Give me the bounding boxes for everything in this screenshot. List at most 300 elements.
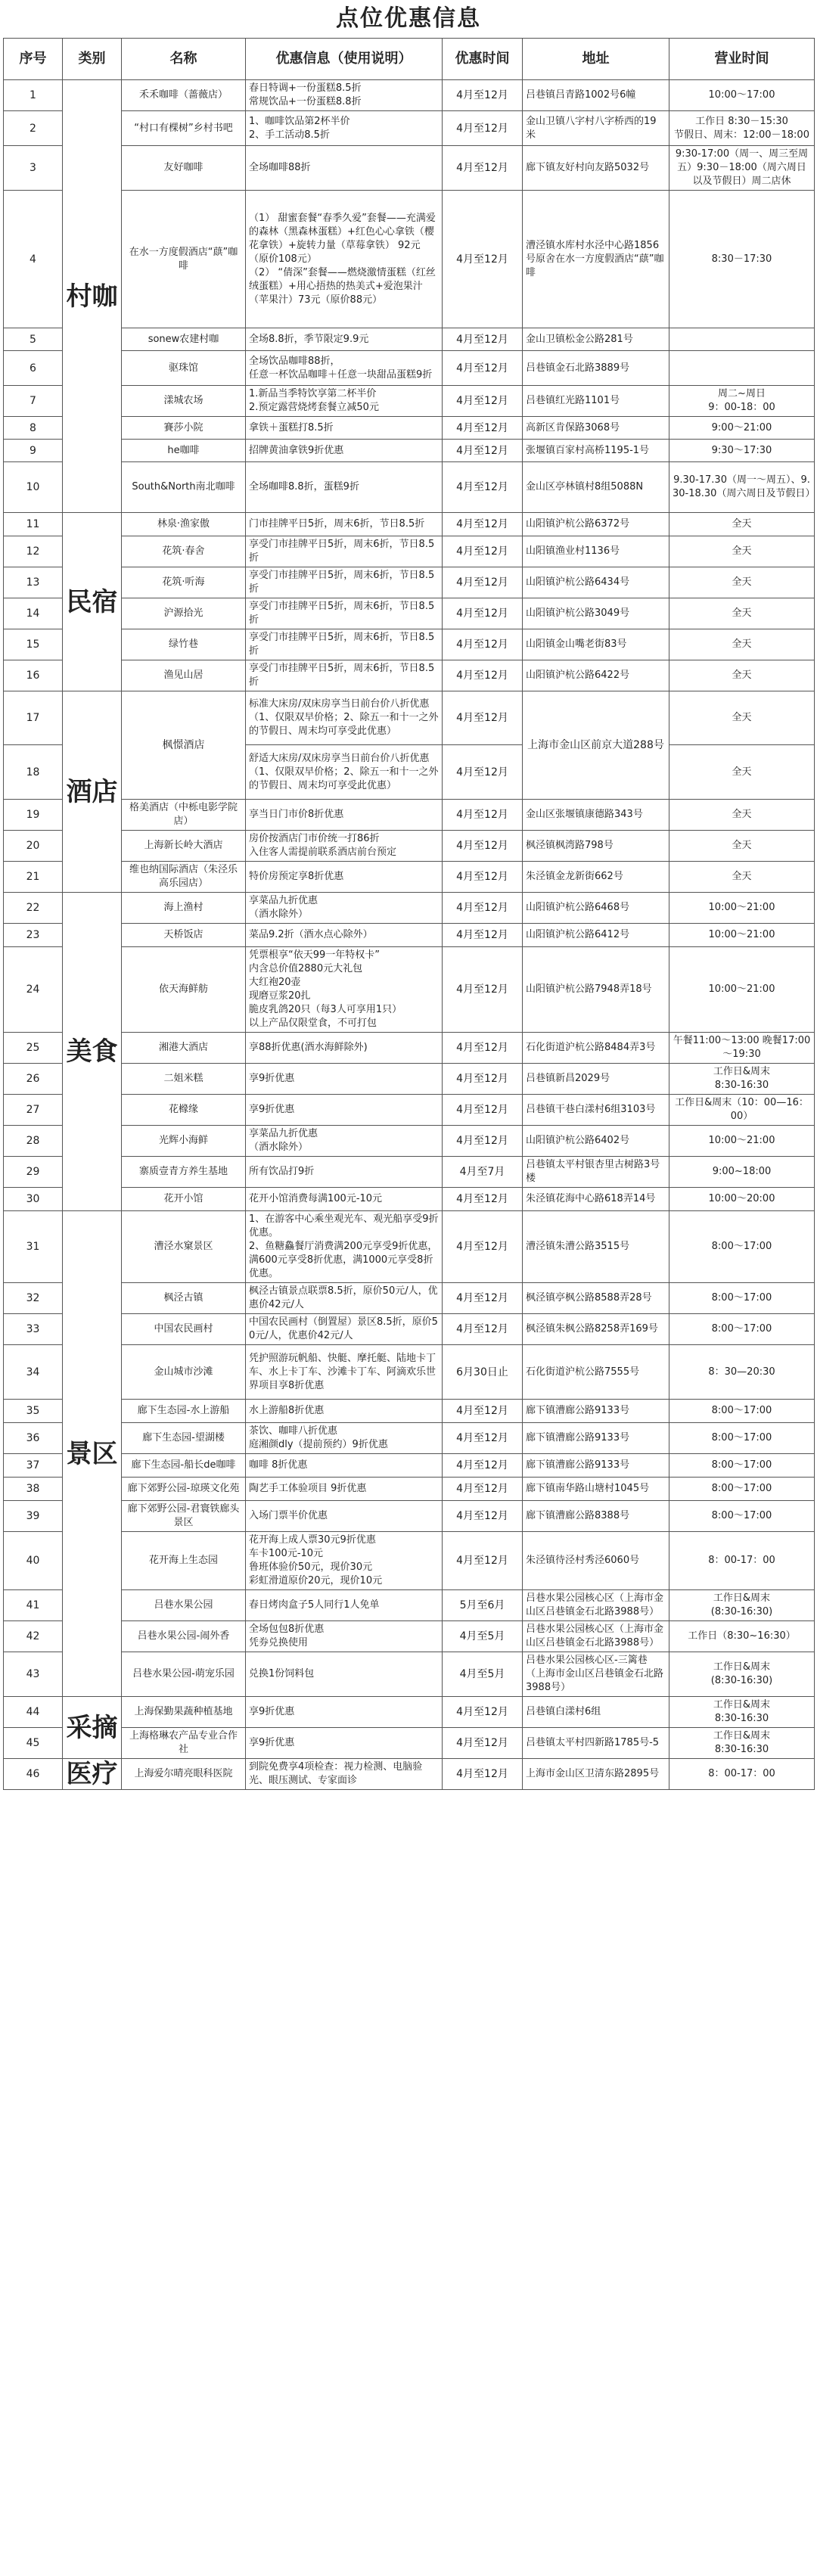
business-hours: 全天 xyxy=(669,629,815,660)
row-number: 24 xyxy=(4,947,63,1033)
venue-name: South&North南北咖啡 xyxy=(122,462,246,513)
table-row xyxy=(4,1345,815,1400)
offer-period: 4月至12月 xyxy=(443,1188,523,1211)
offer-period: 4月至5月 xyxy=(443,1621,523,1652)
offer-period: 4月至12月 xyxy=(443,598,523,629)
address: 金山卫镇八字村八字桥西的19米 xyxy=(523,111,669,146)
offer-info: 享菜品九折优惠 （酒水除外） xyxy=(246,893,443,924)
table-row xyxy=(4,831,815,862)
offer-info: 享受门市挂牌平日5折，周末6折，节日8.5折 xyxy=(246,536,443,567)
address: 朱泾镇金龙新街662号 xyxy=(523,862,669,893)
venue-name: 花筑·听海 xyxy=(122,567,246,598)
offer-period: 4月至12月 xyxy=(443,831,523,862)
business-hours: 10:00～17:00 xyxy=(669,80,815,111)
row-number: 22 xyxy=(4,893,63,924)
offer-period: 4月至12月 xyxy=(443,351,523,386)
row-number: 42 xyxy=(4,1621,63,1652)
table-row xyxy=(4,1621,815,1652)
offer-period: 4月至12月 xyxy=(443,567,523,598)
venue-name: 沪源拾光 xyxy=(122,598,246,629)
offer-period: 4月至12月 xyxy=(443,947,523,1033)
business-hours: 9.30-17.30（周一～周五）、9.30-18.30（周六周日及节假日） xyxy=(669,462,815,513)
business-hours: 8:00～17:00 xyxy=(669,1423,815,1454)
offer-period: 4月至12月 xyxy=(443,1532,523,1590)
offer-period: 4月至12月 xyxy=(443,1314,523,1345)
offer-info: 茶饮、咖啡八折优惠 庭湘颜dly（提前预约）9折优惠 xyxy=(246,1423,443,1454)
address: 吕巷镇干巷白漾村6组3103号 xyxy=(523,1095,669,1126)
category-label: 医疗 xyxy=(63,1759,122,1790)
table-row xyxy=(4,1478,815,1501)
address: 吕巷镇红光路1101号 xyxy=(523,386,669,417)
offer-info: 春日烤肉盒子5人同行1人免单 xyxy=(246,1590,443,1621)
business-hours: 9:00~18:00 xyxy=(669,1157,815,1188)
table-row xyxy=(4,1532,815,1590)
offer-info: 享受门市挂牌平日5折，周末6折，节日8.5折 xyxy=(246,598,443,629)
venue-name: 上海新长岭大酒店 xyxy=(122,831,246,862)
address: 廊下镇漕廊公路9133号 xyxy=(523,1400,669,1423)
table-row xyxy=(4,629,815,660)
row-number: 38 xyxy=(4,1478,63,1501)
venue-name: 廊下生态园-船长de咖啡 xyxy=(122,1454,246,1478)
venue-name: 禾禾咖啡（蔷薇店） xyxy=(122,80,246,111)
business-hours: 工作日（8:30~16:30） xyxy=(669,1621,815,1652)
table-row xyxy=(4,800,815,831)
business-hours: 全天 xyxy=(669,691,815,745)
business-hours: 8：00-17：00 xyxy=(669,1532,815,1590)
venue-name: 吕巷水果公园-闹外香 xyxy=(122,1621,246,1652)
offer-period: 4月至12月 xyxy=(443,1033,523,1064)
venue-name: 维也纳国际酒店（朱泾乐高乐园店） xyxy=(122,862,246,893)
offer-period: 4月至12月 xyxy=(443,386,523,417)
business-hours: 全天 xyxy=(669,862,815,893)
address: 山阳镇沪杭公路6372号 xyxy=(523,513,669,536)
table-body xyxy=(4,80,815,1790)
offer-period: 4月至12月 xyxy=(443,629,523,660)
business-hours: 工作日 8:30－15:30 节假日、周末：12:00－18:00 xyxy=(669,111,815,146)
row-number: 13 xyxy=(4,567,63,598)
row-number: 7 xyxy=(4,386,63,417)
table-row xyxy=(4,1728,815,1759)
business-hours: 8:00～17:00 xyxy=(669,1454,815,1478)
address: 石化街道沪杭公路8484弄3号 xyxy=(523,1033,669,1064)
venue-name: 上海保勤果蔬种植基地 xyxy=(122,1697,246,1728)
offer-period: 4月至12月 xyxy=(443,440,523,462)
col-header-name: 名称 xyxy=(122,39,246,80)
row-number: 14 xyxy=(4,598,63,629)
business-hours: 8:00～17:00 xyxy=(669,1314,815,1345)
offer-info: 兑换1份饲料包 xyxy=(246,1652,443,1697)
address: 枫泾镇朱枫公路8258弄169号 xyxy=(523,1314,669,1345)
offer-period: 4月至12月 xyxy=(443,1759,523,1790)
address: 上海市金山区卫清东路2895号 xyxy=(523,1759,669,1790)
row-number: 18 xyxy=(4,745,63,800)
row-number: 25 xyxy=(4,1033,63,1064)
address: 上海市金山区前京大道288号 xyxy=(523,691,669,800)
address: 漕泾镇朱漕公路3515号 xyxy=(523,1211,669,1283)
table-row xyxy=(4,1211,815,1283)
offer-info: 陶艺手工体验项目 9折优惠 xyxy=(246,1478,443,1501)
row-number: 34 xyxy=(4,1345,63,1400)
table-row xyxy=(4,1188,815,1211)
offer-info: 招牌黄油拿铁9折优惠 xyxy=(246,440,443,462)
business-hours: 工作日&周末（10：00—16：00） xyxy=(669,1095,815,1126)
table-row xyxy=(4,1759,815,1790)
table-row xyxy=(4,1283,815,1314)
offer-info: 水上游船8折优惠 xyxy=(246,1400,443,1423)
address: 山阳镇金山嘴老街83号 xyxy=(523,629,669,660)
row-number: 17 xyxy=(4,691,63,745)
table-row xyxy=(4,862,815,893)
offer-info: 拿铁＋蛋糕打8.5折 xyxy=(246,417,443,440)
offer-period: 4月至12月 xyxy=(443,462,523,513)
business-hours: 8:00～17:00 xyxy=(669,1400,815,1423)
offer-period: 4月至12月 xyxy=(443,800,523,831)
offer-period: 4月至12月 xyxy=(443,691,523,745)
category-label: 村咖 xyxy=(63,80,122,513)
row-number: 21 xyxy=(4,862,63,893)
business-hours: 午餐11:00～13:00 晚餐17:00～19:30 xyxy=(669,1033,815,1064)
offer-info: 享受门市挂牌平日5折，周末6折，节日8.5折 xyxy=(246,567,443,598)
address: 吕巷镇太平村四新路1785号-5 xyxy=(523,1728,669,1759)
table-row xyxy=(4,351,815,386)
table-row xyxy=(4,1064,815,1095)
venue-name: 绿竹巷 xyxy=(122,629,246,660)
offer-period: 4月至12月 xyxy=(443,1478,523,1501)
offer-period: 4月至12月 xyxy=(443,745,523,800)
venue-name: 廊下郊野公园-君寰铁廊头景区 xyxy=(122,1501,246,1532)
offer-period: 4月至12月 xyxy=(443,191,523,328)
offer-info: 1、在游客中心乘坐观光车、观光船享受9折优惠。 2、鱼糖鱻餐厅消费满200元享受9折优惠，满600元享受8折优惠，满1000元享受8折优惠。 xyxy=(246,1211,443,1283)
table-row xyxy=(4,567,815,598)
offer-period: 4月至12月 xyxy=(443,536,523,567)
table-row xyxy=(4,1454,815,1478)
col-header-time: 优惠时间 xyxy=(443,39,523,80)
address: 吕巷镇金石北路3889号 xyxy=(523,351,669,386)
row-number: 26 xyxy=(4,1064,63,1095)
table-row xyxy=(4,1126,815,1157)
offer-info: （1） 甜蜜套餐“春季久爱”套餐——充满爱的森林（黑森林蛋糕）+红色心心拿铁（樱花拿铁）+旋转力量（草莓拿铁） 92元（原价108元） （2） “倩深”套餐——燃烧激情蛋糕（红丝绒蛋糕）+用心捂热的热美式+爱泡果汁（苹果汁）73元（原价88元） xyxy=(246,191,443,328)
row-number: 45 xyxy=(4,1728,63,1759)
address: 石化街道沪杭公路7555号 xyxy=(523,1345,669,1400)
offer-info: 享受门市挂牌平日5折，周末6折，节日8.5折 xyxy=(246,660,443,691)
business-hours: 工作日&周末 (8:30-16:30) xyxy=(669,1590,815,1621)
offer-info: 全场咖啡8.8折，蛋糕9折 xyxy=(246,462,443,513)
venue-name: 渔见山居 xyxy=(122,660,246,691)
business-hours: 8：30—20:30 xyxy=(669,1345,815,1400)
table-row xyxy=(4,111,815,146)
venue-name: 寨质壹青方养生基地 xyxy=(122,1157,246,1188)
offer-info: 花开海上成人票30元9折优惠 车卡100元-10元 鲁班体验价50元，现价30元 彩虹滑道原价20元，现价10元 xyxy=(246,1532,443,1590)
address: 廊下镇漕廊公路9133号 xyxy=(523,1454,669,1478)
offer-info: 所有饮品打9折 xyxy=(246,1157,443,1188)
offer-info: 入场门票半价优惠 xyxy=(246,1501,443,1532)
col-header-offer: 优惠信息（使用说明） xyxy=(246,39,443,80)
offer-info: 标准大床房/双床房享当日前台价八折优惠（1、仅限双早价格；2、除五一和十一之外的节假日、周末均可享受此优惠） xyxy=(246,691,443,745)
business-hours: 工作日&周末 8:30-16:30 xyxy=(669,1697,815,1728)
address: 朱泾镇待泾村秀泾6060号 xyxy=(523,1532,669,1590)
address: 漕泾镇水库村水泾中心路1856号原舍在水一方度假酒店“蕻”咖啡 xyxy=(523,191,669,328)
col-header-no: 序号 xyxy=(4,39,63,80)
row-number: 40 xyxy=(4,1532,63,1590)
row-number: 15 xyxy=(4,629,63,660)
venue-name: 廊下郊野公园-琼瑛文化苑 xyxy=(122,1478,246,1501)
row-number: 12 xyxy=(4,536,63,567)
business-hours: 8:30－17:30 xyxy=(669,191,815,328)
category-label: 采摘 xyxy=(63,1697,122,1759)
row-number: 46 xyxy=(4,1759,63,1790)
table-row xyxy=(4,1501,815,1532)
venue-name: “村口有棵树”乡村书吧 xyxy=(122,111,246,146)
offer-info: 咖啡 8折优惠 xyxy=(246,1454,443,1478)
offer-info: 享88折优惠(酒水海鲜除外) xyxy=(246,1033,443,1064)
row-number: 23 xyxy=(4,924,63,947)
business-hours: 10:00～21:00 xyxy=(669,1126,815,1157)
table-row xyxy=(4,536,815,567)
row-number: 19 xyxy=(4,800,63,831)
table-row xyxy=(4,1095,815,1126)
offer-period: 4月至12月 xyxy=(443,80,523,111)
page-title: 点位优惠信息 xyxy=(336,5,481,32)
address: 枫泾镇亭枫公路8588弄28号 xyxy=(523,1283,669,1314)
address: 张堰镇百家村高桥1195-1号 xyxy=(523,440,669,462)
address: 山阳镇沪杭公路7948弄18号 xyxy=(523,947,669,1033)
address: 山阳镇沪杭公路6434号 xyxy=(523,567,669,598)
business-hours: 全天 xyxy=(669,831,815,862)
col-header-category: 类别 xyxy=(63,39,122,80)
offer-info: 全场咖啡88折 xyxy=(246,146,443,191)
address: 山阳镇渔业村1136号 xyxy=(523,536,669,567)
venue-name: 在水一方度假酒店“蕻”咖啡 xyxy=(122,191,246,328)
table-row xyxy=(4,80,815,111)
offer-period: 4月至12月 xyxy=(443,1064,523,1095)
address: 金山区亭林镇村8组5088N xyxy=(523,462,669,513)
row-number: 20 xyxy=(4,831,63,862)
row-number: 36 xyxy=(4,1423,63,1454)
offer-info: 舒适大床房/双床房享当日前台价八折优惠（1、仅限双早价格；2、除五一和十一之外的节假日、周末均可享受此优惠） xyxy=(246,745,443,800)
business-hours: 周二~周日 9：00-18：00 xyxy=(669,386,815,417)
row-number: 4 xyxy=(4,191,63,328)
offer-period: 4月至12月 xyxy=(443,417,523,440)
address: 朱泾镇花海中心路618弄14号 xyxy=(523,1188,669,1211)
row-number: 16 xyxy=(4,660,63,691)
table-row xyxy=(4,1400,815,1423)
offer-info: 春日特调+一份蛋糕8.5折 常规饮品+一份蛋糕8.8折 xyxy=(246,80,443,111)
offer-info: 到院免费享4项检查：视力检测、电脑验光、眼压测试、专家面诊 xyxy=(246,1759,443,1790)
row-number: 41 xyxy=(4,1590,63,1621)
table-row xyxy=(4,1652,815,1697)
offer-info: 凭护照游玩帆船、快艇、摩托艇、陆地卡丁车、水上卡丁车、沙滩卡丁车、阿滴欢乐世界项目享8折优惠 xyxy=(246,1345,443,1400)
row-number: 30 xyxy=(4,1188,63,1211)
table-row xyxy=(4,328,815,351)
address: 金山区张堰镇康德路343号 xyxy=(523,800,669,831)
business-hours xyxy=(669,328,815,351)
offer-period: 4月至12月 xyxy=(443,1283,523,1314)
offer-period: 6月30日止 xyxy=(443,1345,523,1400)
venue-name: 二姐米糕 xyxy=(122,1064,246,1095)
row-number: 6 xyxy=(4,351,63,386)
offer-period: 4月至12月 xyxy=(443,1454,523,1478)
row-number: 39 xyxy=(4,1501,63,1532)
row-number: 31 xyxy=(4,1211,63,1283)
business-hours: 8:00～17:00 xyxy=(669,1211,815,1283)
business-hours: 工作日&周末 8:30-16:30 xyxy=(669,1728,815,1759)
address: 山阳镇沪杭公路6402号 xyxy=(523,1126,669,1157)
venue-name: sonew农建村咖 xyxy=(122,328,246,351)
table-header-row xyxy=(4,39,815,80)
venue-name: 吕巷水果公园 xyxy=(122,1590,246,1621)
offer-period: 4月至12月 xyxy=(443,146,523,191)
offer-period: 4月至12月 xyxy=(443,660,523,691)
venue-name: 花开海上生态园 xyxy=(122,1532,246,1590)
table-row xyxy=(4,893,815,924)
venue-name: 金山城市沙滩 xyxy=(122,1345,246,1400)
business-hours: 全天 xyxy=(669,745,815,800)
venue-name: 花开小馆 xyxy=(122,1188,246,1211)
venue-name: 林泉·渔家傲 xyxy=(122,513,246,536)
offer-period: 4月至12月 xyxy=(443,862,523,893)
business-hours: 8:00～17:00 xyxy=(669,1283,815,1314)
row-number: 9 xyxy=(4,440,63,462)
business-hours: 全天 xyxy=(669,660,815,691)
venue-name: 光辉小海鲜 xyxy=(122,1126,246,1157)
business-hours xyxy=(669,351,815,386)
row-number: 32 xyxy=(4,1283,63,1314)
category-label: 景区 xyxy=(63,1211,122,1697)
address: 吕巷镇白漾村6组 xyxy=(523,1697,669,1728)
table-row xyxy=(4,1697,815,1728)
address: 廊下镇南华路山塘村1045号 xyxy=(523,1478,669,1501)
offer-period: 4月至12月 xyxy=(443,1211,523,1283)
table-row xyxy=(4,386,815,417)
offer-period: 4月至12月 xyxy=(443,1400,523,1423)
venue-name: 漕泾水窠景区 xyxy=(122,1211,246,1283)
venue-name: 廊下生态园-望湖楼 xyxy=(122,1423,246,1454)
address: 山阳镇沪杭公路6468号 xyxy=(523,893,669,924)
offer-period: 4月至12月 xyxy=(443,1728,523,1759)
offer-period: 5月至6月 xyxy=(443,1590,523,1621)
category-label: 酒店 xyxy=(63,691,122,893)
business-hours: 全天 xyxy=(669,567,815,598)
address: 吕巷水果公园核心区（上海市金山区吕巷镇金石北路3988号） xyxy=(523,1590,669,1621)
address: 山阳镇沪杭公路3049号 xyxy=(523,598,669,629)
business-hours: 9:00～21:00 xyxy=(669,417,815,440)
venue-name: 天桥饭店 xyxy=(122,924,246,947)
category-label: 民宿 xyxy=(63,513,122,691)
offer-period: 4月至12月 xyxy=(443,513,523,536)
venue-name: 湘港大酒店 xyxy=(122,1033,246,1064)
offer-info: 菜品9.2折（酒水点心除外） xyxy=(246,924,443,947)
venue-name: 廊下生态园-水上游船 xyxy=(122,1400,246,1423)
offer-info: 特价房预定享8折优惠 xyxy=(246,862,443,893)
address: 枫泾镇枫湾路798号 xyxy=(523,831,669,862)
table-row xyxy=(4,1157,815,1188)
address: 金山卫镇松金公路281号 xyxy=(523,328,669,351)
offer-period: 4月至12月 xyxy=(443,1095,523,1126)
offer-info: 房价按酒店门市价统一打86折 入住客人需提前联系酒店前台预定 xyxy=(246,831,443,862)
address: 吕巷水果公园核心区-三篱巷（上海市金山区吕巷镇金石北路3988号） xyxy=(523,1652,669,1697)
address: 山阳镇沪杭公路6422号 xyxy=(523,660,669,691)
business-hours: 10:00～21:00 xyxy=(669,924,815,947)
offer-period: 4月至7月 xyxy=(443,1157,523,1188)
offer-period: 4月至12月 xyxy=(443,924,523,947)
offer-info: 门市挂牌平日5折，周末6折，节日8.5折 xyxy=(246,513,443,536)
address: 廊下镇友好村向友路5032号 xyxy=(523,146,669,191)
row-number: 2 xyxy=(4,111,63,146)
venue-name: 海上渔村 xyxy=(122,893,246,924)
table-row xyxy=(4,924,815,947)
venue-name: 上海爱尔晴亮眼科医院 xyxy=(122,1759,246,1790)
offer-info: 1、咖啡饮品第2杯半价 2、手工活动8.5折 xyxy=(246,111,443,146)
venue-name: 友好咖啡 xyxy=(122,146,246,191)
address: 吕巷镇太平村银杏里古树路3号楼 xyxy=(523,1157,669,1188)
offer-info: 全场8.8折，季节限定9.9元 xyxy=(246,328,443,351)
offer-period: 4月至12月 xyxy=(443,111,523,146)
business-hours: 8：00-17：00 xyxy=(669,1759,815,1790)
business-hours: 全天 xyxy=(669,800,815,831)
col-header-hours: 营业时间 xyxy=(669,39,815,80)
business-hours: 全天 xyxy=(669,598,815,629)
offer-info: 枫泾古镇景点联票8.5折，原价50元/人，优惠价42元/人 xyxy=(246,1283,443,1314)
row-number: 29 xyxy=(4,1157,63,1188)
table-row xyxy=(4,598,815,629)
table-row xyxy=(4,1314,815,1345)
venue-name: 上海格琳农产品专业合作社 xyxy=(122,1728,246,1759)
address: 吕巷镇吕青路1002号6幢 xyxy=(523,80,669,111)
venue-name: 花橼缘 xyxy=(122,1095,246,1126)
address: 吕巷镇新昌2029号 xyxy=(523,1064,669,1095)
address: 廊下镇漕廊公路8388号 xyxy=(523,1501,669,1532)
business-hours: 全天 xyxy=(669,536,815,567)
venue-name: 賽莎小院 xyxy=(122,417,246,440)
table-row xyxy=(4,691,815,745)
offer-info: 1.新品当季特饮享第二杯半价 2.预定露营烧烤套餐立减50元 xyxy=(246,386,443,417)
offer-period: 4月至5月 xyxy=(443,1652,523,1697)
row-number: 11 xyxy=(4,513,63,536)
business-hours: 9:30～17:30 xyxy=(669,440,815,462)
venue-name: 枫泾古镇 xyxy=(122,1283,246,1314)
row-number: 27 xyxy=(4,1095,63,1126)
business-hours: 8:00～17:00 xyxy=(669,1501,815,1532)
address: 廊下镇漕廊公路9133号 xyxy=(523,1423,669,1454)
venue-name: 依天海鲜舫 xyxy=(122,947,246,1033)
offer-info: 享当日门市价8折优惠 xyxy=(246,800,443,831)
table-row xyxy=(4,1033,815,1064)
row-number: 3 xyxy=(4,146,63,191)
row-number: 5 xyxy=(4,328,63,351)
offer-info: 享菜品九折优惠 （酒水除外） xyxy=(246,1126,443,1157)
row-number: 8 xyxy=(4,417,63,440)
offer-period: 4月至12月 xyxy=(443,893,523,924)
table-row xyxy=(4,462,815,513)
business-hours: 10:00～21:00 xyxy=(669,893,815,924)
venue-name: 漾城农场 xyxy=(122,386,246,417)
business-hours: 全天 xyxy=(669,513,815,536)
table-row xyxy=(4,947,815,1033)
business-hours: 10:00～20:00 xyxy=(669,1188,815,1211)
venue-name: 中国农民画村 xyxy=(122,1314,246,1345)
address: 山阳镇沪杭公路6412号 xyxy=(523,924,669,947)
offer-info: 花开小馆消费每满100元-10元 xyxy=(246,1188,443,1211)
venue-name: 吕巷水果公园-萌宠乐园 xyxy=(122,1652,246,1697)
table-row xyxy=(4,417,815,440)
offer-period: 4月至12月 xyxy=(443,1126,523,1157)
offer-info: 享9折优惠 xyxy=(246,1728,443,1759)
address: 高新区肯保路3068号 xyxy=(523,417,669,440)
business-hours: 8:00～17:00 xyxy=(669,1478,815,1501)
offer-period: 4月至12月 xyxy=(443,1501,523,1532)
offer-info: 凭票根享“依天99一年特权卡” 内含总价值2880元大礼包 大红袍20壶 现磨豆浆20扎 脆皮乳鸽20只（每3人可享用1只） 以上产品仅限堂食，不可打包 xyxy=(246,947,443,1033)
business-hours: 工作日&周末 8:30-16:30 xyxy=(669,1064,815,1095)
